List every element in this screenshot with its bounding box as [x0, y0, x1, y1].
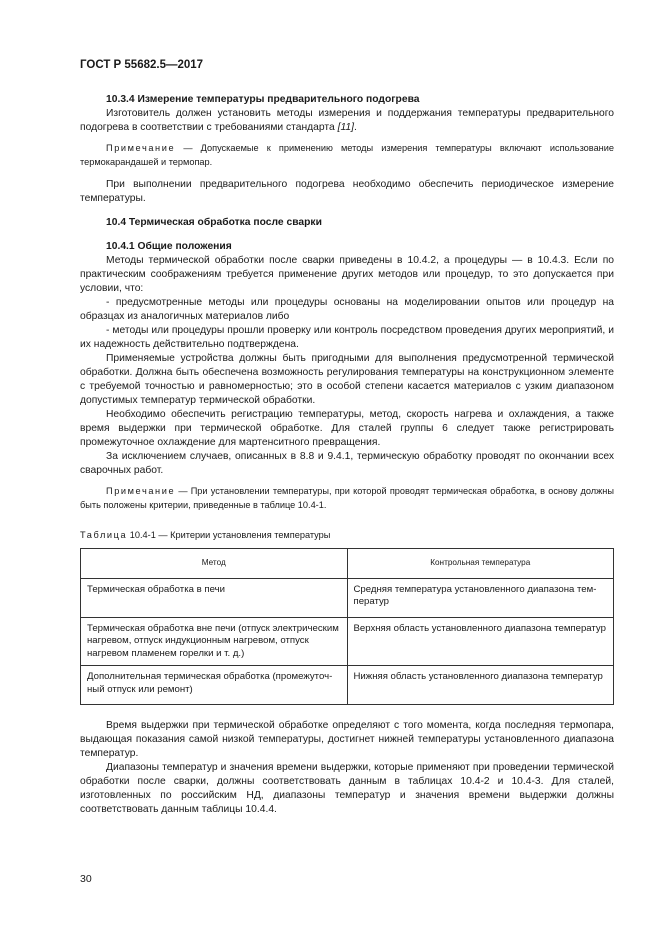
paragraph: Время выдержки при термической обработке определяют с того момента, когда последняя термопара, выдающая показания самой низкой температуры, достигнет нижней температуры установленного диапазона температур.	[80, 720, 614, 759]
note	[80, 485, 614, 512]
paragraph-text: Изготовитель должен установить методы измерения и поддержания температуры предварительного подогрева в соответствии с требованиями стандарта	[80, 108, 614, 133]
paragraph: Необходимо обеспечить регистрацию температуры, метод, скорость нагрева и охлаждения, а также время выдержки при термической обработке. Для сталей группы 6 следует также регистрировать промежуточное охлаждение для мартенситного превращения.	[80, 409, 614, 448]
table-cell-temperature: Средняя температура установленного диапазона температур	[347, 578, 614, 617]
paragraph	[80, 107, 614, 135]
document-body	[80, 93, 614, 817]
table-caption-text: 10.4-1 — Критерии установления температуры	[127, 530, 331, 540]
paragraph: При выполнении предварительного подогрева необходимо обеспечить периодическое измерение температуры.	[80, 179, 614, 204]
subsection-heading-10-4-1: 10.4.1 Общие положения	[106, 241, 232, 252]
criteria-table	[80, 548, 614, 705]
list-item: - предусмотренные методы или процедуры основаны на моделировании опытов или процедур на образцах из аналогичных материалов либо	[80, 297, 614, 322]
section-heading-10-4: 10.4 Термическая обработка после сварки	[106, 217, 322, 228]
note-label: Примечание	[106, 486, 176, 496]
table-header-row	[81, 549, 614, 579]
table-header-method: Метод	[81, 549, 348, 579]
table-row	[81, 617, 614, 666]
paragraph: Методы термической обработки после сварки приведены в 10.4.2, а процедуры — в 10.4.3. Если по практическим соображениям требуется применение других методов или процедур, то это допускается при условии, что:	[80, 255, 614, 294]
table-header-temperature: Контрольная температура	[347, 549, 614, 579]
section-heading-10-3-4: 10.3.4 Измерение температуры предварительного подогрева	[106, 94, 420, 105]
table-caption-label: Таблица	[80, 530, 128, 540]
table-cell-method: Дополнительная термическая обработка (промежуточный отпуск или ремонт)	[81, 666, 348, 705]
paragraph-end: .	[354, 122, 357, 133]
table-cell-temperature: Верхняя область установленного диапазона температур	[347, 617, 614, 666]
paragraph: За исключением случаев, описанных в 8.8 и 9.4.1, термическую обработку проводят по окончании всех сварочных работ.	[80, 451, 614, 476]
table-cell-method: Термическая обработка вне печи (отпуск электрическим нагревом, отпуск индукционным нагревом, отпуск нагревом пламенем горелки и т. д.)	[81, 617, 348, 666]
paragraph: Применяемые устройства должны быть пригодными для выполнения предусмотренной термической обработки. Должна быть обеспечена возможность регулирования температуры на конструкционном элементе с требуемой точностью и равномерностью; это в особой степени касается материалов с узким диапазоном допустимых температур термической обработки.	[80, 353, 614, 406]
note-text: — При установлении температуры, при которой проводят термическая обработка, в основу должны быть положены критерии, приведенные в таблице 10.4-1.	[80, 486, 614, 510]
note-text: — Допускаемые к применению методы измерения температуры включают использование термокарандашей и термопар.	[80, 143, 614, 167]
table-row	[81, 666, 614, 705]
list-item: - методы или процедуры прошли проверку или контроль посредством проведения других мероприятий, и их надежность действительно подтверждена.	[80, 325, 614, 350]
paragraph: Диапазоны температур и значения времени выдержки, которые применяют при проведении термической обработки после сварки, должны соответствовать данным в таблицах 10.4-2 и 10.4-3. Для сталей, изготовленных по российским НД, диапазоны температур и значения времени выдержки должны соответствовать данным таблицы 10.4.4.	[80, 762, 614, 815]
reference-link[interactable]: [11]	[337, 122, 355, 133]
document-header: ГОСТ Р 55682.5—2017	[80, 59, 204, 71]
note	[80, 142, 614, 169]
note-label: Примечание	[106, 143, 176, 153]
table-row	[81, 578, 614, 617]
table-cell-method: Термическая обработка в печи	[81, 578, 348, 617]
page-number: 30	[80, 873, 92, 885]
table-cell-temperature: Нижняя область установленного диапазона температур	[347, 666, 614, 705]
table-caption	[80, 528, 614, 542]
